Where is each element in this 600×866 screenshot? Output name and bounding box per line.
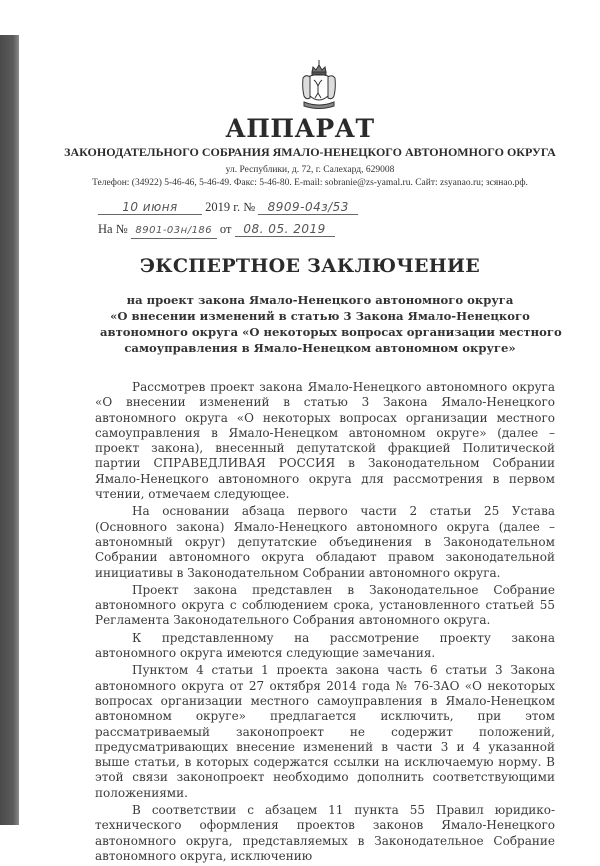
handwritten-reference-date: 08. 05. 2019 (235, 222, 335, 237)
year-number-label: 2019 г. № (205, 200, 256, 214)
handwritten-date: 10 июня (98, 200, 202, 215)
handwritten-outgoing-number: 8909-04з/53 (258, 200, 358, 215)
outgoing-registration (98, 199, 358, 215)
subject-line: «О внесении изменений в статью 3 Закона Ямало-Ненецкого (110, 309, 530, 323)
handwritten-reference-number: 8901-03н/186 (131, 224, 217, 239)
coat-of-arms-icon (300, 58, 338, 112)
incoming-reference (98, 221, 335, 237)
subject-line: самоуправления в Ямало-Ненецком автономном округе» (124, 341, 516, 355)
org-address: ул. Республики, д. 72, г. Салехард, 629008 (225, 165, 395, 175)
scan-edge (0, 35, 19, 825)
document-body (95, 380, 555, 866)
subject-line: автономного округа «О некоторых вопросах организации местного (100, 325, 562, 339)
subject-line: на проект закона Ямало-Ненецкого автономного округа (126, 293, 514, 307)
document-subject (100, 292, 562, 356)
body-paragraph: На основании абзаца первого части 2 статьи 25 Устава (Основного закона) Ямало-Ненецкого автономного округа (далее – автономный округ) депутатские объединения в Законодательном Собрании автономного округа обладают правом законодательной инициативы в Законодательном Собрании автономного округа. (95, 504, 555, 580)
body-paragraph: Проект закона представлен в Законодательное Собрание автономного округа с соблюдением срока, установленного статьей 55 Регламента Законодательного Собрания автономного округа. (95, 582, 555, 628)
body-paragraph: В соответствии с абзацем 11 пункта 55 Правил юридико-технического оформления проектов законов Ямало-Ненецкого автономного округа, представляемых в Законодательное Собрание автономного округа, исключению (95, 803, 555, 863)
body-paragraph: Пунктом 4 статьи 1 проекта закона часть 6 статьи 3 Закона автономного округа от 27 октября 2014 года № 76-ЗАО «О некоторых вопросах организации местного самоуправления в Ямало-Ненецком автономном округе» предлагается исключить, при этом рассматриваемый законопроект не содержит положений, предусматривающих внесение изменений в части 3 и 4 указанной выше статьи, в которых содержатся ссылки на исключаемую норму. В этой связи законопроект необходимо дополнить соответствующими положениями. (95, 663, 555, 800)
reference-from-label: от (219, 222, 232, 236)
org-contacts: Телефон: (34922) 5-46-46, 5-46-49. Факс: 5-46-80. E-mail: sobranie@zs-yamal.ru. Сайт: zsyanao.ru; зсянао.рф. (92, 178, 528, 188)
org-title: АППАРАТ (225, 114, 375, 143)
body-paragraph: Рассмотрев проект закона Ямало-Ненецкого автономного округа «О внесении изменений в статью 3 Закона Ямало-Ненецкого автономного округа «О некоторых вопросах организации местного самоуправления в Ямало-Ненецком автономном округе» (далее – проект закона), внесенный депутатской фракцией Политической партии СПРАВЕДЛИВАЯ РОССИЯ в Законодательном Собрании Ямало-Ненецкого автономного округа для рассмотрения в первом чтении, отмечаем следующее. (95, 380, 555, 502)
body-paragraph: К представленному на рассмотрение проекту закона автономного округа имеются следующие замечания. (95, 630, 555, 661)
document-title: ЭКСПЕРТНОЕ ЗАКЛЮЧЕНИЕ (139, 255, 481, 277)
org-subtitle: ЗАКОНОДАТЕЛЬНОГО СОБРАНИЯ ЯМАЛО-НЕНЕЦКОГО АВТОНОМНОГО ОКРУГА (64, 145, 556, 159)
reference-label: На № (98, 222, 128, 236)
